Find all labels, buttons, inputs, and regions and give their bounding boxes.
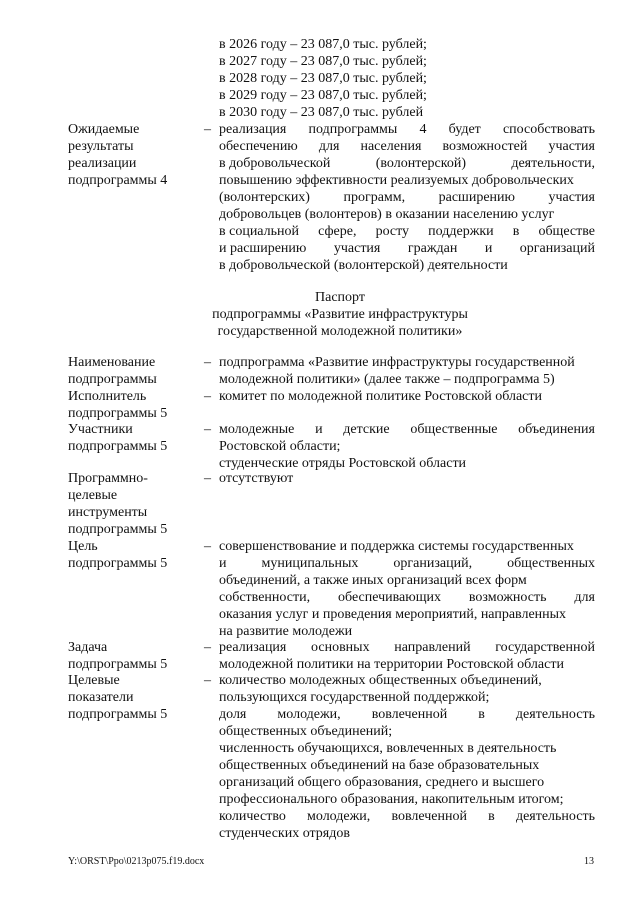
goal-label (68, 538, 200, 572)
label-line: реализации (68, 156, 137, 171)
text-fragment: в социальной (219, 224, 300, 239)
label-line: подпрограммы «Развитие инфраструктуры (212, 307, 468, 322)
name-label (68, 354, 200, 388)
text-fragment: возможностей (442, 139, 528, 154)
text-fragment: количество молодежных общественных объединений, (219, 673, 542, 688)
text-line (219, 589, 595, 606)
text-fragment: для (318, 139, 340, 154)
text-fragment: граждан (407, 241, 458, 256)
text-line (219, 723, 595, 740)
text-fragment: деятельность (515, 707, 595, 722)
text-line (219, 371, 595, 388)
participants-dash: – (204, 422, 211, 437)
text-fragment: возможность (468, 590, 547, 605)
text-line (219, 639, 595, 656)
text-fragment: в (512, 224, 520, 239)
text-line (219, 206, 595, 223)
text-fragment: населения (360, 139, 422, 154)
funding-line: в 2029 году – 23 087,0 тыс. рублей; (219, 88, 427, 103)
text-fragment: количество (219, 809, 286, 824)
text-line (219, 656, 595, 673)
label-line: государственной молодежной политики» (217, 324, 463, 339)
text-fragment: детские (343, 422, 390, 437)
text-fragment: поддержки (428, 224, 494, 239)
text-fragment: обеспечению (219, 139, 298, 154)
text-line (219, 138, 595, 155)
text-fragment: участия (548, 190, 595, 205)
text-line (219, 757, 595, 774)
label-line: подпрограммы 5 (68, 439, 168, 454)
text-fragment: и расширению (219, 241, 307, 256)
text-fragment: основных (311, 640, 370, 655)
label-line: Паспорт (315, 290, 365, 305)
text-fragment: на развитие молодежи (219, 624, 353, 639)
funding-line: в 2027 году – 23 087,0 тыс. рублей; (219, 54, 427, 69)
text-fragment: участия (548, 139, 595, 154)
text-fragment: вовлеченной (391, 809, 467, 824)
label-line: подпрограммы 5 (68, 406, 168, 421)
text-fragment: отсутствуют (219, 471, 294, 486)
text-fragment: будет (448, 122, 481, 137)
funding-line: в 2026 году – 23 087,0 тыс. рублей; (219, 37, 427, 52)
text-line (219, 155, 595, 172)
text-fragment: программ, (343, 190, 406, 205)
text-line (219, 572, 595, 589)
text-line (219, 470, 595, 487)
text-line (219, 706, 595, 723)
text-fragment: вовлеченной (371, 707, 448, 722)
text-fragment: организаций (519, 241, 595, 256)
label-line: подпрограммы 5 (68, 522, 168, 537)
text-fragment: подпрограммы (308, 122, 398, 137)
label-line: целевые (68, 488, 118, 503)
label-line: Цель (68, 539, 98, 554)
instruments-label (68, 470, 200, 538)
label-line: подпрограммы (68, 372, 157, 387)
text-fragment: участия (333, 241, 381, 256)
text-line (219, 740, 595, 757)
expected-results-dash: – (204, 122, 211, 137)
text-fragment: комитет по молодежной политике Ростовской области (219, 389, 542, 404)
text-fragment: студенческие отряды Ростовской области (219, 456, 467, 471)
text-fragment: в добровольческой (219, 156, 331, 171)
text-line (219, 388, 595, 405)
text-line (219, 189, 595, 206)
text-fragment: и (219, 556, 227, 571)
text-line (219, 257, 595, 274)
funding-line: в 2028 году – 23 087,0 тыс. рублей; (219, 71, 427, 86)
text-fragment: в (488, 809, 495, 824)
label-line: Программно- (68, 471, 148, 486)
text-fragment: и (484, 241, 493, 256)
participants-text (219, 421, 595, 472)
text-fragment: организаций общего образования, среднего и высшего (219, 775, 545, 790)
text-fragment: обществе (538, 224, 595, 239)
text-fragment: доля (219, 707, 247, 722)
instruments-text (219, 470, 595, 487)
text-fragment: численность обучающихся, вовлеченных в деятельность (219, 741, 557, 756)
text-line (219, 791, 595, 808)
text-line (219, 354, 595, 371)
executor-text (219, 388, 595, 405)
instruments-dash: – (204, 471, 211, 486)
text-line (219, 606, 595, 623)
text-fragment: в добровольческой (волонтерской) деятельности (219, 258, 508, 273)
text-line (219, 808, 595, 825)
label-line: Наименование (68, 355, 156, 370)
label-line: Участники (68, 422, 133, 437)
text-line (219, 223, 595, 240)
label-line: Исполнитель (68, 389, 147, 404)
text-fragment: деятельности, (511, 156, 595, 171)
task-dash: – (204, 640, 211, 655)
text-fragment: направлений (394, 640, 471, 655)
text-fragment: собственности, (219, 590, 311, 605)
text-fragment: общественных (507, 556, 595, 571)
text-line (219, 438, 595, 455)
text-fragment: организаций, (393, 556, 473, 571)
text-fragment: молодежи, (277, 707, 341, 722)
text-fragment: Ростовской области; (219, 439, 341, 454)
text-line (219, 774, 595, 791)
footer-file-path: Y:\ORST\Ppo\0213p075.f19.docx (68, 856, 205, 867)
text-fragment: общественные (410, 422, 498, 437)
text-fragment: молодежи, (307, 809, 371, 824)
text-line (219, 672, 595, 689)
text-fragment: росту (375, 224, 410, 239)
name-text (219, 354, 595, 388)
passport-title (150, 289, 530, 340)
label-line: подпрограммы 5 (68, 657, 168, 672)
text-line (219, 689, 595, 706)
indicators-dash: – (204, 673, 211, 688)
text-fragment: оказания услуг и проведения мероприятий, направленных (219, 607, 567, 622)
text-line (219, 121, 595, 138)
label-line: результаты (68, 139, 134, 154)
name-dash: – (204, 355, 211, 370)
task-text (219, 639, 595, 673)
text-fragment: молодежной политики» (далее также – подпрограмма 5) (219, 372, 555, 387)
text-fragment: (волонтерских) (219, 190, 310, 205)
text-fragment: государственной (495, 640, 595, 655)
text-fragment: повышению эффективности реализуемых добровольческих (219, 173, 574, 188)
text-fragment: расширению (438, 190, 515, 205)
text-fragment: способствовать (502, 122, 595, 137)
label-line: Задача (68, 640, 108, 655)
funding-line: в 2030 году – 23 087,0 тыс. рублей (219, 105, 424, 120)
executor-dash: – (204, 389, 211, 404)
text-line (219, 555, 595, 572)
text-fragment: студенческих отрядов (219, 826, 350, 841)
label-line: подпрограммы 5 (68, 556, 168, 571)
text-fragment: добровольцев (волонтеров) в оказании населению услуг (219, 207, 555, 222)
text-fragment: объединений, а также иных организаций всех форм (219, 573, 527, 588)
expected-results-text (219, 121, 595, 274)
text-fragment: реализация (219, 122, 287, 137)
text-fragment: для (574, 590, 595, 605)
text-fragment: 4 (419, 122, 427, 137)
executor-label (68, 388, 200, 422)
text-fragment: общественных объединений; (219, 724, 393, 739)
text-fragment: муниципальных (261, 556, 359, 571)
text-fragment: профессионального образования, накопительным итогом; (219, 792, 564, 807)
text-fragment: деятельность (515, 809, 595, 824)
text-fragment: пользующихся государственной поддержкой; (219, 690, 490, 705)
text-line (219, 421, 595, 438)
indicators-label (68, 672, 200, 723)
label-line: инструменты (68, 505, 148, 520)
label-line: Ожидаемые (68, 122, 140, 137)
text-fragment: сфере, (318, 224, 357, 239)
footer-page-number: 13 (584, 856, 594, 867)
text-line (219, 240, 595, 257)
label-line: подпрограммы 4 (68, 173, 168, 188)
participants-label (68, 421, 200, 455)
text-fragment: совершенствование и поддержка системы государственных (219, 539, 574, 554)
text-fragment: подпрограмма «Развитие инфраструктуры государственной (219, 355, 575, 370)
task-label (68, 639, 200, 673)
indicators-text (219, 672, 595, 842)
label-line: Целевые (68, 673, 120, 688)
text-fragment: и (315, 422, 323, 437)
goal-text (219, 538, 595, 640)
label-line: подпрограммы 5 (68, 707, 168, 722)
text-line (219, 623, 595, 640)
text-fragment: в (478, 707, 485, 722)
text-fragment: реализация (219, 640, 287, 655)
text-fragment: молодежной политики на территории Ростовской области (219, 657, 564, 672)
goal-dash: – (204, 539, 211, 554)
text-line (219, 172, 595, 189)
text-fragment: общественных объединений на базе образовательных (219, 758, 540, 773)
text-fragment: обеспечивающих (338, 590, 441, 605)
expected-results-label (68, 121, 200, 189)
text-line (219, 538, 595, 555)
text-fragment: (волонтерской) (375, 156, 466, 171)
text-line (219, 825, 595, 842)
funding-lines (219, 36, 595, 121)
text-fragment: объединения (518, 422, 595, 437)
label-line: показатели (68, 690, 134, 705)
text-fragment: молодежные (219, 422, 295, 437)
